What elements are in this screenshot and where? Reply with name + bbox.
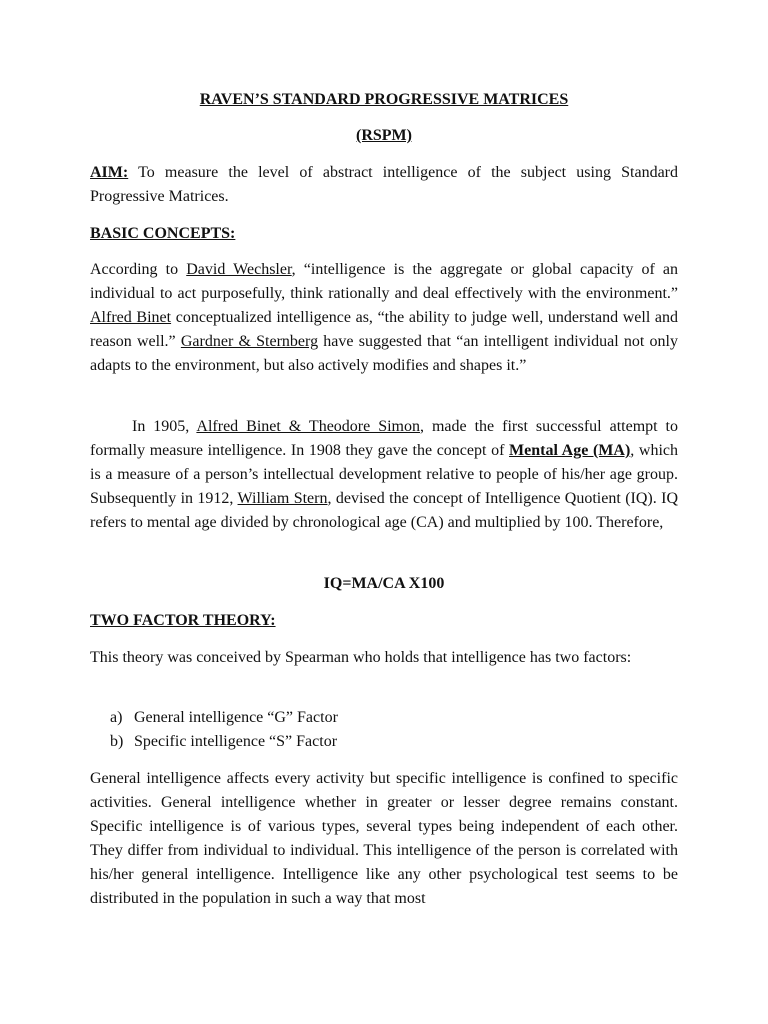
text-run: have suggested that “an intelligent individual not only adapts to the environment, but also actively modifies and shapes it.” — [90, 333, 678, 374]
name-william-stern: William Stern — [237, 490, 328, 507]
basic-concepts-paragraph-1 — [90, 258, 678, 378]
aim-label: AIM: — [90, 164, 129, 181]
two-factor-body: General intelligence affects every activity but specific intelligence is confined to specific activities. General intelligence whether in greater or lesser degree remains constant. Specific intelligence is of various types, several types being independent of each other. They differ from individual to individual. This intelligence of the person is correlated with his/her general intelligence. Intelligence like any other psychological test seems to be distributed in the population in such a way that most — [90, 770, 678, 907]
name-david-wechsler: David Wechsler — [186, 261, 292, 278]
aim-paragraph — [90, 161, 678, 209]
text-run: , devised the concept of Intelligence Quotient (IQ). IQ refers to mental age divided by chronological age (CA) and multiplied by 100. Therefore, — [90, 490, 678, 531]
text-run: According to — [90, 261, 187, 278]
factor-list — [90, 706, 678, 754]
name-alfred-binet: Alfred Binet — [90, 309, 172, 326]
text-run: , made the first successful attempt to formally measure intelligence. In 1908 they gave the concept of — [90, 418, 678, 459]
two-factor-intro: This theory was conceived by Spearman who holds that intelligence has two factors: — [90, 649, 632, 666]
document-title: RAVEN’S STANDARD PROGRESSIVE MATRICES — [199, 91, 569, 108]
list-marker: b) — [110, 733, 124, 750]
basic-concepts-paragraph-2 — [90, 415, 678, 535]
name-gardner-sternberg: Gardner & Sternberg — [180, 333, 319, 350]
document-subtitle: (RSPM) — [356, 127, 412, 144]
basic-concepts-heading: BASIC CONCEPTS: — [90, 225, 236, 242]
text-run: , “intelligence is the aggregate or global capacity of an individual to act purposefully, think rationally and deal effectively with the environment.” — [90, 261, 679, 302]
aim-text: To measure the level of abstract intelligence of the subject using Standard Progressive Matrices. — [90, 164, 678, 205]
list-item — [90, 706, 678, 730]
list-item — [90, 730, 678, 754]
text-run: In 1905, — [132, 418, 197, 435]
name-binet-simon: Alfred Binet & Theodore Simon — [196, 418, 420, 435]
list-item-text: Specific intelligence “S” Factor — [134, 733, 338, 750]
iq-formula: IQ=MA/CA X100 — [323, 575, 445, 592]
list-marker: a) — [110, 709, 123, 726]
list-item-text: General intelligence “G” Factor — [134, 709, 338, 726]
text-run: conceptualized intelligence as, “the ability to judge well, understand well and reason well.” — [90, 309, 679, 350]
text-run: , which is a measure of a person’s intellectual development relative to people of his/her age group. Subsequently in 1912, — [90, 442, 679, 507]
term-mental-age: Mental Age (MA) — [509, 442, 631, 459]
two-factor-heading: TWO FACTOR THEORY: — [90, 612, 276, 629]
